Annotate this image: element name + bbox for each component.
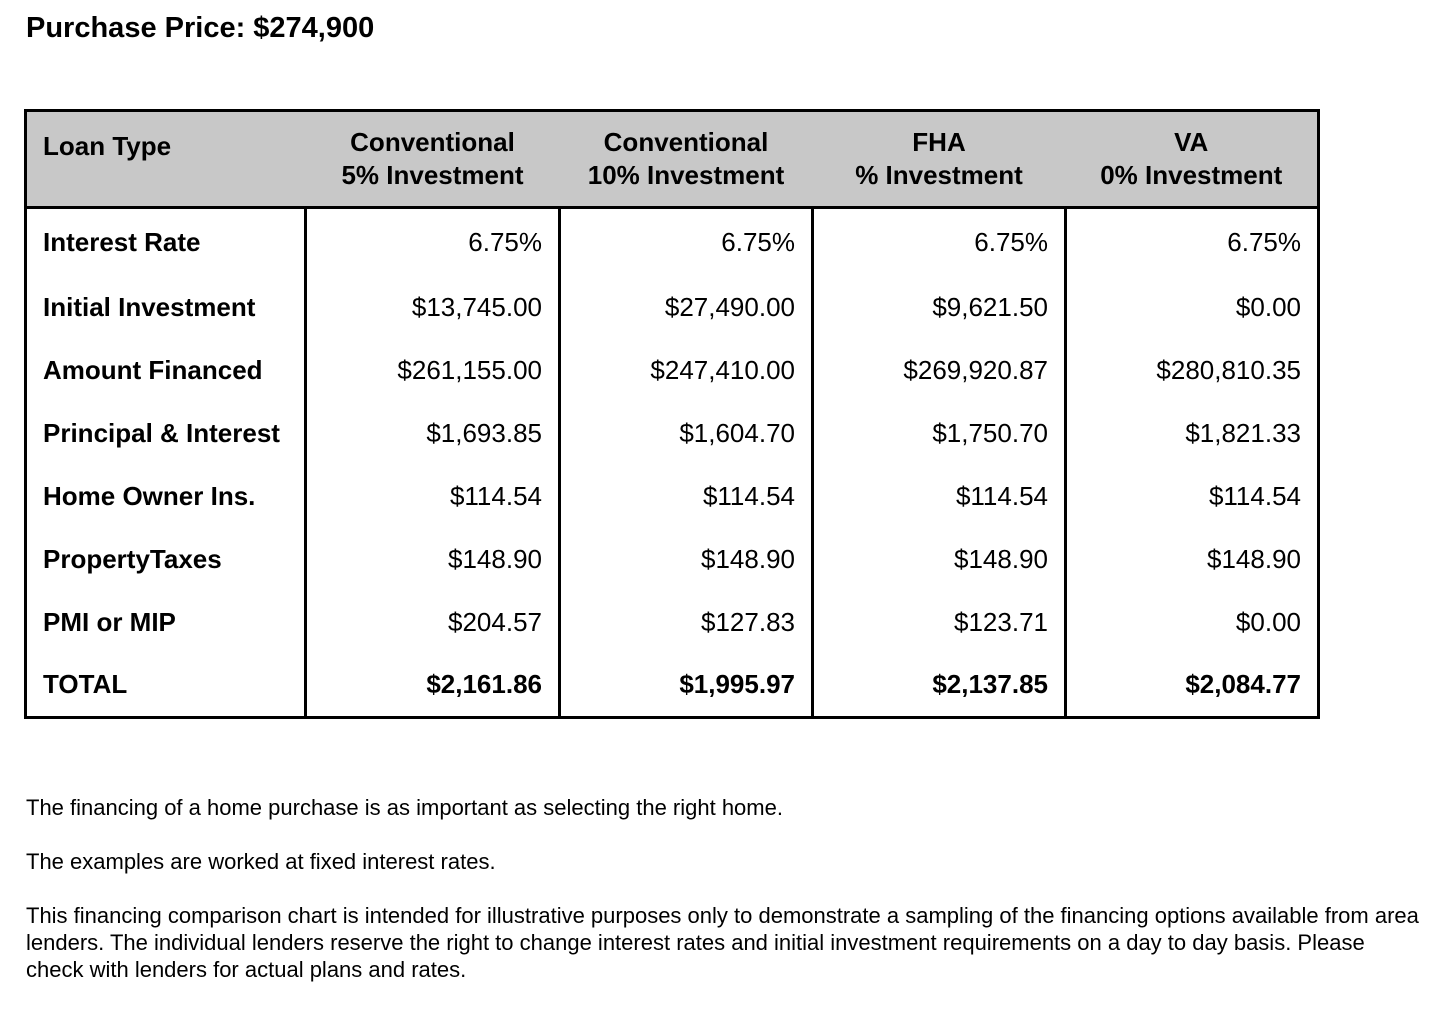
table-cell: $127.83 — [560, 591, 813, 654]
row-label: Principal & Interest — [43, 417, 280, 448]
table-cell: $123.71 — [813, 591, 1066, 654]
row-total — [26, 654, 1319, 718]
header-line1: FHA — [912, 127, 966, 157]
table-cell: 6.75% — [1066, 208, 1319, 276]
table-cell: $247,410.00 — [560, 339, 813, 402]
table-cell: 6.75% — [560, 208, 813, 276]
row-label: Home Owner Ins. — [43, 480, 256, 511]
row-amount-financed — [26, 339, 1319, 402]
header-conventional-10 — [560, 111, 813, 208]
table-cell: $0.00 — [1066, 591, 1319, 654]
header-va — [1066, 111, 1319, 208]
header-line1: VA — [1174, 127, 1209, 157]
table-cell: $1,750.70 — [813, 402, 1066, 465]
table-cell: $114.54 — [813, 465, 1066, 528]
table-cell: $1,821.33 — [1066, 402, 1319, 465]
table-cell: $9,621.50 — [813, 276, 1066, 339]
table-cell: $280,810.35 — [1066, 339, 1319, 402]
table-cell: $0.00 — [1066, 276, 1319, 339]
loan-comparison-table — [24, 109, 1320, 719]
table-cell: $269,920.87 — [813, 339, 1066, 402]
header-loan-type: Loan Type — [26, 111, 306, 208]
table-cell: $2,084.77 — [1066, 654, 1319, 718]
table-cell: 6.75% — [306, 208, 560, 276]
header-line2: 5% Investment — [341, 160, 524, 190]
header-line2: % Investment — [855, 160, 1023, 190]
table-cell: $2,161.86 — [306, 654, 560, 718]
table-cell: $114.54 — [560, 465, 813, 528]
row-label: Amount Financed — [43, 354, 263, 385]
row-label: Interest Rate — [43, 226, 201, 257]
table-cell: $27,490.00 — [560, 276, 813, 339]
row-pmi-mip — [26, 591, 1319, 654]
header-line2: 10% Investment — [587, 160, 785, 190]
note-paragraph: This financing comparison chart is intended for illustrative purposes only to demonstrate a sampling of the financing options available from area lenders. The individual lenders reserve the right to change interest rates and initial investment requirements on a day to day basis. Please check with lenders for actual plans and rates. — [26, 903, 1419, 982]
page-title: Purchase Price: $274,900 — [26, 12, 375, 44]
table-cell: $1,693.85 — [306, 402, 560, 465]
table-cell: $1,604.70 — [560, 402, 813, 465]
row-interest-rate — [26, 208, 1319, 276]
table-cell: $148.90 — [1066, 528, 1319, 591]
row-principal-interest — [26, 402, 1319, 465]
table-cell: $1,995.97 — [560, 654, 813, 718]
row-label: PMI or MIP — [43, 606, 176, 637]
table-cell: $204.57 — [306, 591, 560, 654]
row-label: Initial Investment — [43, 291, 256, 322]
table-cell: $13,745.00 — [306, 276, 560, 339]
header-fha — [813, 111, 1066, 208]
row-label: PropertyTaxes — [43, 543, 222, 574]
table-cell: $261,155.00 — [306, 339, 560, 402]
table-header-row — [26, 111, 1319, 208]
note-paragraph: The financing of a home purchase is as important as selecting the right home. — [26, 795, 783, 820]
disclaimer-notes — [26, 794, 1421, 1010]
table-cell: $114.54 — [1066, 465, 1319, 528]
table-cell: $148.90 — [306, 528, 560, 591]
header-line1: Conventional — [350, 127, 515, 157]
note-paragraph: The examples are worked at fixed interest rates. — [26, 849, 496, 874]
row-label: TOTAL — [43, 669, 128, 700]
row-property-taxes — [26, 528, 1319, 591]
table-cell: 6.75% — [813, 208, 1066, 276]
table-cell: $148.90 — [813, 528, 1066, 591]
header-line1: Conventional — [603, 127, 769, 157]
table-cell: $114.54 — [306, 465, 560, 528]
table-cell: $2,137.85 — [813, 654, 1066, 718]
row-initial-investment — [26, 276, 1319, 339]
header-conventional-5 — [306, 111, 560, 208]
row-home-owner-ins — [26, 465, 1319, 528]
header-line2: 0% Investment — [1100, 160, 1283, 190]
table-cell: $148.90 — [560, 528, 813, 591]
